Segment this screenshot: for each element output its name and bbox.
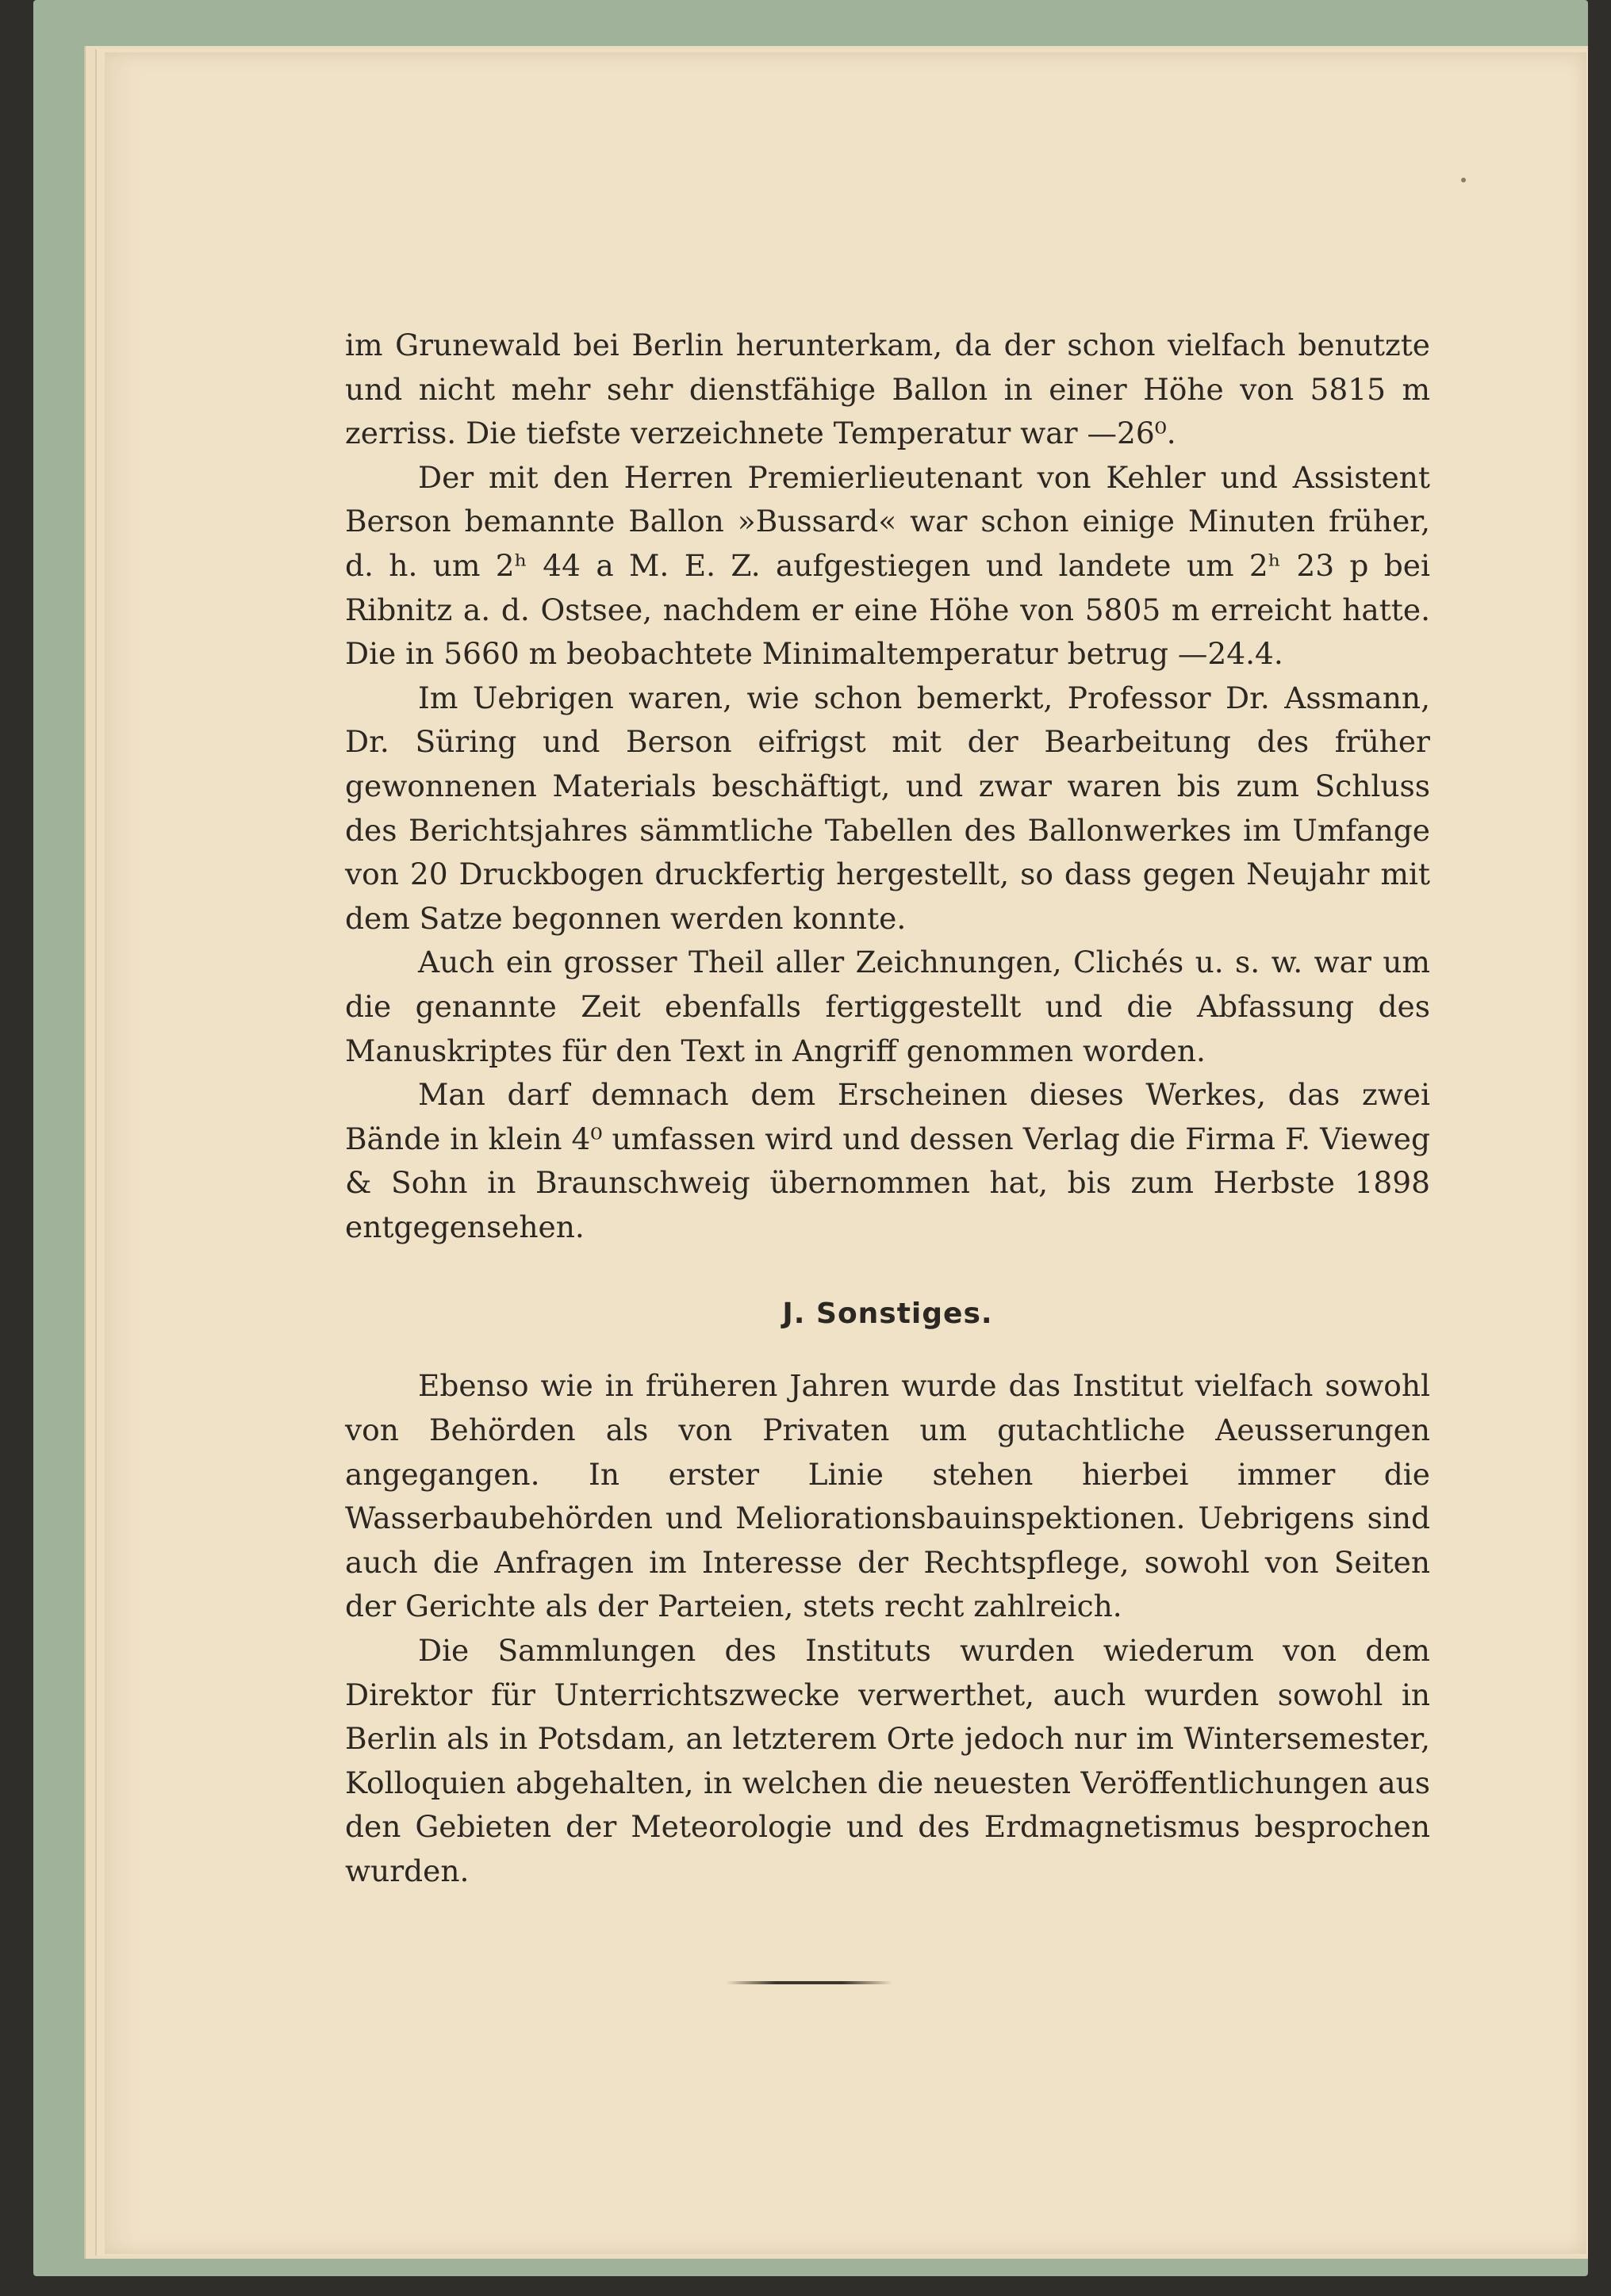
paragraph: Im Uebrigen waren, wie schon bemerkt, Professor Dr. Assmann, Dr. Süring und Berson eifrigst mit der Bearbeitung des früher gewonnenen Materials beschäftigt, und zwar waren bis zum Schluss des Berichtsjahres sämmtliche Tabellen des Ballonwerkes im Umfange von 20 Druckbogen druckfertig hergestellt, so dass gegen Neujahr mit dem Satze begonnen werden konnte. (345, 680, 1430, 936)
paragraph: Ebenso wie in früheren Jahren wurde das Institut vielfach sowohl von Behörden als von Privaten um gutachtliche Aeusserungen angegangen. In erster Linie stehen hierbei immer die Wasserbaubehörden und Meliorationsbauinspektionen. Uebrigens sind auch die Anfragen im Interesse der Rechtspflege, sowohl von Seiten der Gerichte als der Parteien, stets recht zahlreich. (345, 1368, 1430, 1624)
section-heading: J. Sonstiges. (782, 1297, 993, 1331)
paper-spot (1461, 178, 1466, 182)
page-text (345, 324, 1430, 1894)
paragraph: Man darf demnach dem Erscheinen dieses Werkes, das zwei Bände in klein 4⁰ umfassen wird und dessen Verlag die Firma F. Vieweg & Sohn in Braunschweig übernommen hat, bis zum Herbste 1898 entgegensehen. (345, 1077, 1430, 1244)
paragraph: Der mit den Herren Premierlieutenant von Kehler und Assistent Berson bemannte Ballon »Bussard« war schon einige Minuten früher, d. h. um 2ʰ 44 a M. E. Z. aufgestiegen und landete um 2ʰ 23 p bei Ribnitz a. d. Ostsee, nachdem er eine Höhe von 5805 m erreicht hatte. Die in 5660 m beobachtete Minimaltemperatur betrug —24.4. (345, 459, 1430, 672)
paragraph: Auch ein grosser Theil aller Zeichnungen, Clichés u. s. w. war um die genannte Zeit ebenfalls fertiggestellt und die Abfassung des Manuskriptes für den Text in Angriff genommen worden. (345, 945, 1430, 1068)
end-ornament-rule (726, 1981, 892, 1984)
paragraph: im Grunewald bei Berlin herunterkam, da der schon vielfach benutzte und nicht mehr sehr dienstfähige Ballon in einer Höhe von 5815 m zerriss. Die tiefste verzeichnete Temperatur war —26⁰. (345, 328, 1430, 451)
paragraph: Die Sammlungen des Instituts wurden wiederum von dem Direktor für Unterrichtszwecke verwerthet, auch wurden sowohl in Berlin als in Potsdam, an letzterem Orte jedoch nur im Wintersemester, Kolloquien abgehalten, in welchen die neuesten Veröffentlichungen aus den Gebieten der Meteorologie und des Erdmagnetismus besprochen wurden. (345, 1633, 1430, 1888)
